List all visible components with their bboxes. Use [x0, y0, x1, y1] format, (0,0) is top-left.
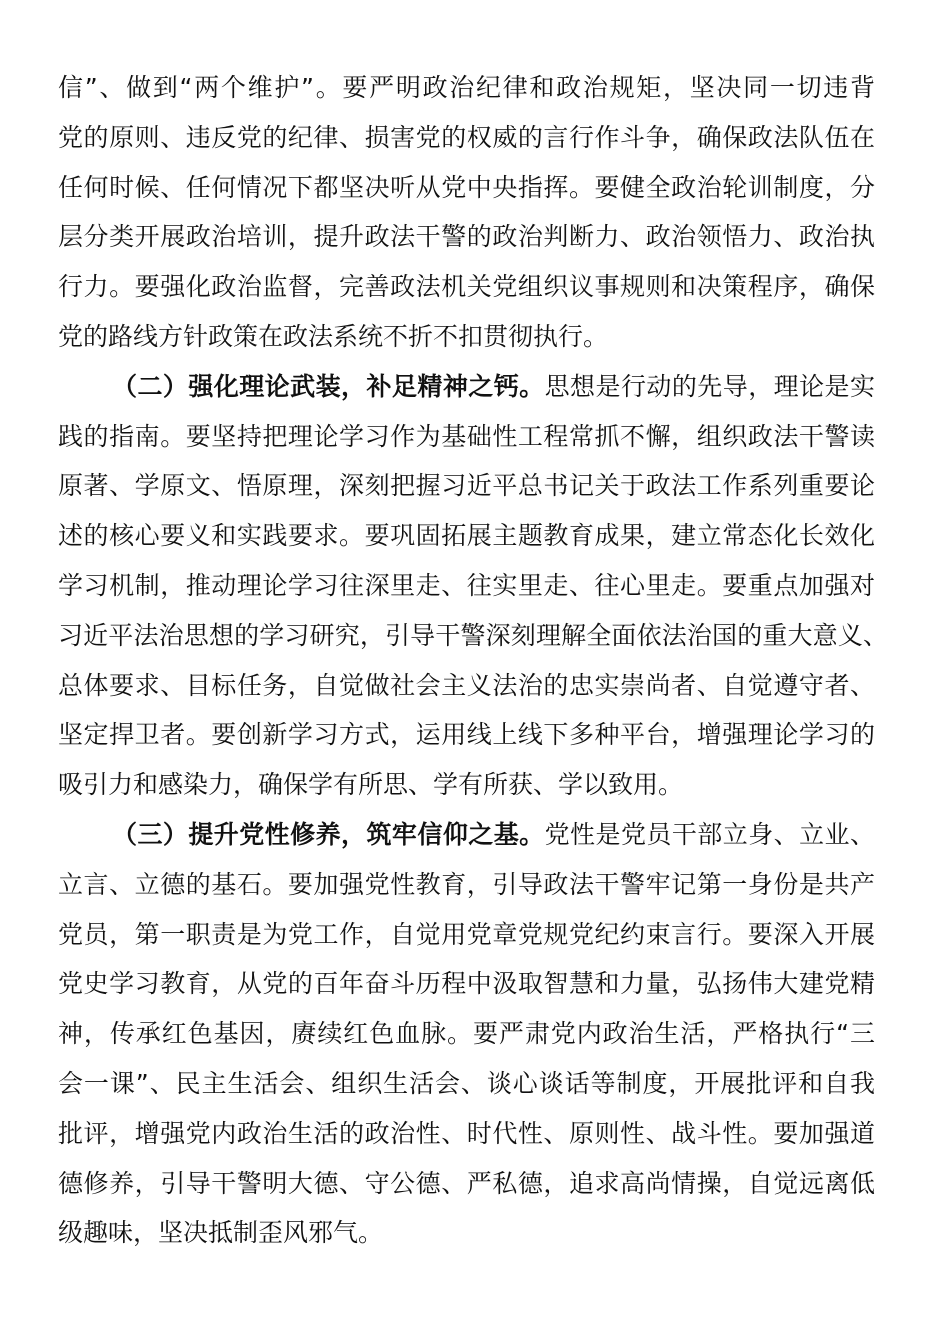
text-line: 行力。要强化政治监督，完善政法机关党组织议事规则和决策程序，确保 — [58, 272, 875, 302]
text-line: 立言、立德的基石。要加强党性教育，引导政法干警牢记第一身份是共产 — [58, 869, 875, 899]
text-line: 党的路线方针政策在政法系统不折不扣贯彻执行。 — [58, 321, 609, 351]
text-line: 信”、做到“两个维护”。要严明政治纪律和政治规矩，坚决同一切违背 — [58, 73, 875, 102]
text-line: 神，传承红色基因，赓续红色血脉。要严肃党内政治生活，严格执行“三 — [58, 1019, 875, 1049]
text-line: 党史学习教育，从党的百年奋斗历程中汲取智慧和力量，弘扬伟大建党精 — [58, 969, 875, 999]
text-line: 吸引力和感染力，确保学有所思、学有所获、学以致用。 — [58, 770, 684, 800]
section-heading: （二）强化理论武装，补足精神之钙。 — [112, 371, 545, 401]
text-line: 践的指南。要坚持把理论学习作为基础性工程常抓不懈，组织政法干警读 — [58, 421, 875, 451]
text-line: 级趣味，坚决抵制歪风邪气。 — [58, 1218, 384, 1248]
heading-line — [58, 810, 875, 860]
text-line: 坚定捍卫者。要创新学习方式，运用线上线下多种平台，增强理论学习的 — [58, 720, 875, 750]
paragraph-1 — [58, 63, 875, 362]
text-line: 原著、学原文、悟原理，深刻把握习近平总书记关于政法工作系列重要论 — [58, 471, 875, 501]
paragraph-3 — [58, 810, 875, 1258]
paragraph-2 — [58, 362, 888, 810]
section-heading: （三）提升党性修养，筑牢信仰之基。 — [112, 819, 545, 849]
text-line: 党员，第一职责是为党工作，自觉用党章党规党纪约束言行。要深入开展 — [58, 919, 875, 949]
heading-line — [58, 362, 875, 412]
text-line: 德修养，引导干警明大德、守公德、严私德，追求高尚情操，自觉远离低 — [58, 1168, 875, 1198]
text-line: 任何时候、任何情况下都坚决听从党中央指挥。要健全政治轮训制度，分 — [58, 172, 875, 202]
text-line: 学习机制，推动理论学习往深里走、往实里走、往心里走。要重点加强对 — [58, 570, 875, 600]
text-line: 批评，增强党内政治生活的政治性、时代性、原则性、战斗性。要加强道 — [58, 1118, 875, 1148]
text-line: 总体要求、目标任务，自觉做社会主义法治的忠实崇尚者、自觉遵守者、 — [58, 670, 875, 700]
text-line: 述的核心要义和实践要求。要巩固拓展主题教育成果，建立常态化长效化 — [58, 521, 875, 551]
text-run: 思想是行动的先导，理论是实 — [544, 371, 875, 401]
text-line: 党的原则、违反党的纪律、损害党的权威的言行作斗争，确保政法队伍在 — [58, 122, 875, 152]
text-run: 党性是党员干部立身、立业、 — [544, 819, 875, 849]
text-line: 层分类开展政治培训，提升政法干警的政治判断力、政治领悟力、政治执 — [58, 222, 875, 252]
text-line: 习近平法治思想的学习研究，引导干警深刻理解全面依法治国的重大意义、 — [58, 620, 888, 650]
text-line: 会一课”、民主生活会、组织生活会、谈心谈话等制度，开展批评和自我 — [58, 1068, 875, 1098]
